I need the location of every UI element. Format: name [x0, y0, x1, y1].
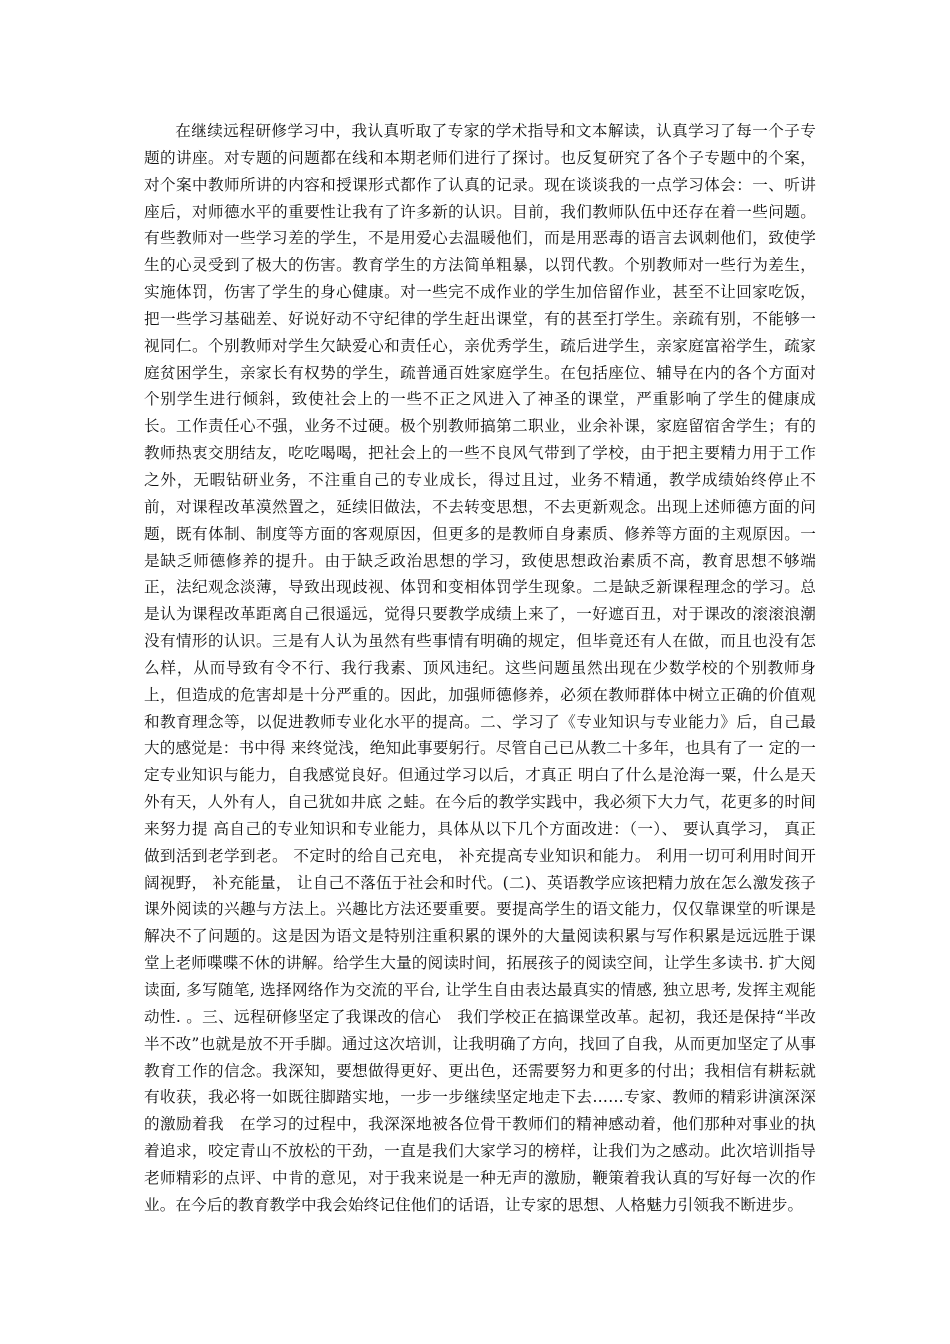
body-paragraph: 在继续远程研修学习中，我认真听取了专家的学术指导和文本解读，认真学习了每一个子专题的讲座。对专题的问题都在线和本期老师们进行了探讨。也反复研究了各个子专题中的个案，对个案中教师所讲的内容和授课形式都作了认真的记录。现在谈谈我的一点学习体会：一、听讲座后，对师德水平的重要性让我有了许多新的认识。目前，我们教师队伍中还存在着一些问题。有些教师对一些学习差的学生，不是用爱心去温暖他们，而是用恶毒的语言去讽刺他们，致使学生的心灵受到了极大的伤害。教育学生的方法简单粗暴，以罚代教。个别教师对一些行为差生，实施体罚，伤害了学生的身心健康。对一些完不成作业的学生加倍留作业，甚至不让回家吃饭，把一些学习基础差、好说好动不守纪律的学生赶出课堂，有的甚至打学生。亲疏有别，不能够一视同仁。个别教师对学生欠缺爱心和责任心，亲优秀学生，疏后进学生，亲家庭富裕学生，疏家庭贫困学生，亲家长有权势的学生，疏普通百姓家庭学生。在包括座位、辅导在内的各个方面对个别学生进行倾斜，致使社会上的一些不正之风进入了神圣的课堂，严重影响了学生的健康成长。工作责任心不强，业务不过硬。极个别教师搞第二职业，业余补课，家庭留宿舍学生；有的教师热衷交朋结友，吃吃喝喝，把社会上的一些不良风气带到了学校，由于把主要精力用于工作之外，无暇钻研业务，不注重自己的专业成长，得过且过，业务不精通，教学成绩始终停止不前，对课程改革漠然置之，延续旧做法，不去转变思想，不去更新观念。出现上述师德方面的问题，既有体制、制度等方面的客观原因，但更多的是教师自身素质、修养等方面的主观原因。一是缺乏师德修养的提升。由于缺乏政治思想的学习，致使思想政治素质不高，教育思想不够端正，法纪观念淡薄，导致出现歧视、体罚和变相体罚学生现象。二是缺乏新课程理念的学习。总是认为课程改革距离自己很遥远，觉得只要教学成绩上来了，一好遮百丑，对于课改的滚滚浪潮没有情形的认识。三是有人认为虽然有些事情有明确的规定，但毕竟还有人在做，而且也没有怎么样，从而导致有令不行、我行我素、顶风违纪。这些问题虽然出现在少数学校的个别教师身上，但造成的危害却是十分严重的。因此，加强师德修养，必须在教师群体中树立正确的价值观和教育理念等，以促进教师专业化水平的提高。二、学习了《专业知识与专业能力》后，自己最大的感觉是：书中得 来终觉浅，绝知此事要躬行。尽管自己已从教二十多年，也具有了一 定的一定专业知识与能力，自我感觉良好。但通过学习以后，才真正 明白了什么是沧海一粟，什么是天外有天，人外有人，自己犹如井底 之蛙。在今后的教学实践中，我必须下大力气，花更多的时间来努力提 高自己的专业知识和专业能力，具体从以下几个方面改进：（一）、 要认真学习， 真正做到活到老学到老。 不定时的给自己充电， 补充提高专业知识和能力。 利用一切可利用时间开阔视野， 补充能量， 让自己不落伍于社会和时代。(二)、英语教学应该把精力放在怎么激发孩子课外阅读的兴趣与方法上。兴趣比方法还要重要。要提高学生的语文能力，仅仅靠课堂的听课是解决不了问题的。这是因为语文是特别注重积累的课外的大量阅读积累与写作积累是远远胜于课堂上老师喋喋不休的讲解。给学生大量的阅读时间，拓展孩子的阅读空间，让学生多读书. 扩大阅读面, 多写随笔, 选择网络作为交流的平台, 让学生自由表达最真实的情感, 独立思考, 发挥主观能动性. 。三、远程研修坚定了我课改的信心 我们学校正在搞课堂改革。起初，我还是保持“半改半不改”也就是放不开手脚。通过这次培训，让我明确了方向，找回了自我，从而更加坚定了从事教育工作的信念。我深知，要想做得更好、更出色，还需要努力和更多的付出；我相信有耕耘就有收获，我必将一如既往脚踏实地，一步一步继续坚定地走下去……专家、教师的精彩讲演深深的激励着我 在学习的过程中，我深深地被各位骨干教师们的精神感动着，他们那种对事业的执着追求，咬定青山不放松的干劲，一直是我们大家学习的榜样，让我们为之感动。此次培训指导老师精彩的点评、中肯的意见，对于我来说是一种无声的激励，鞭策着我认真的写好每一次的作业。在今后的教育教学中我会始终记住他们的话语，让专家的思想、人格魅力引领我不断进步。 — [144, 122, 816, 1214]
